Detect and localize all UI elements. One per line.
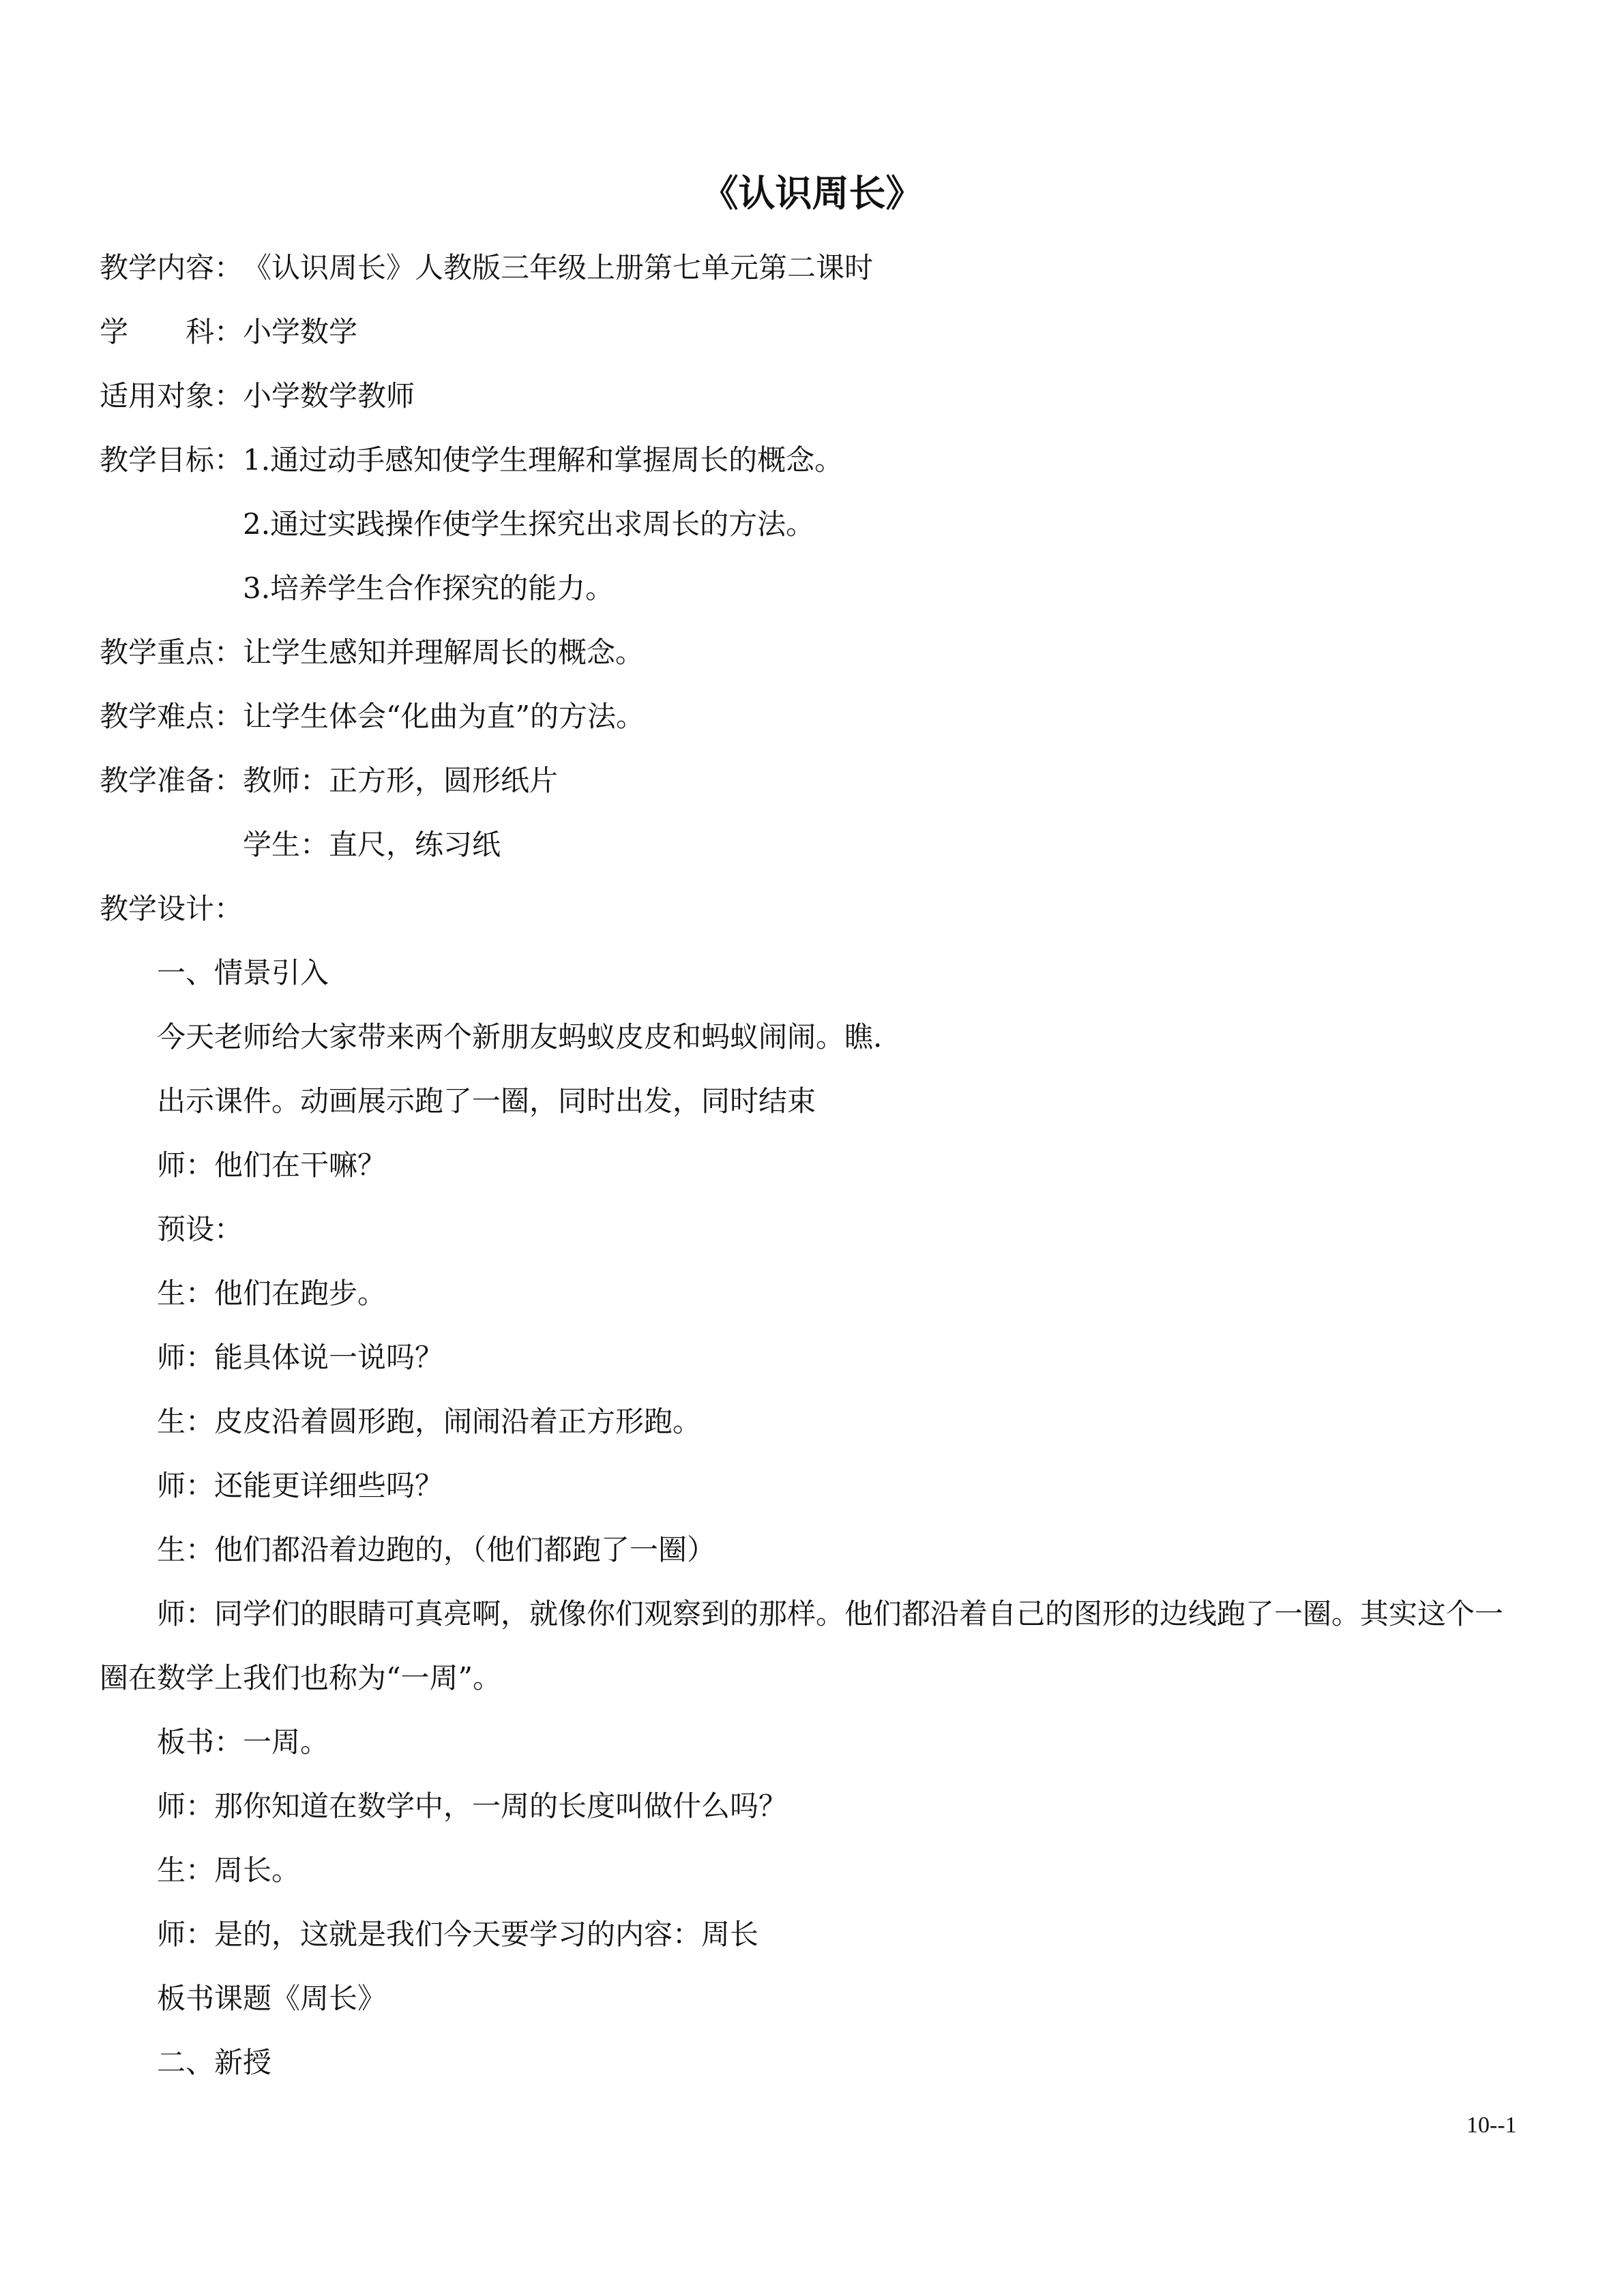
body-line: 师：他们在干嘛？ bbox=[157, 1148, 387, 1182]
field-value: 小学数学 bbox=[243, 315, 358, 348]
field-audience bbox=[100, 377, 415, 415]
body-line: 生：他们都沿着边跑的，（他们都跑了一圈） bbox=[157, 1533, 716, 1566]
field-subject bbox=[100, 313, 357, 351]
body-line: 师：同学们的眼睛可真亮啊，就像你们观察到的那样。他们都沿着自己的图形的边线跑了一圈。其实这个一 bbox=[157, 1597, 1504, 1630]
body-line: 生：周长。 bbox=[157, 1853, 301, 1887]
body-line: 预设： bbox=[157, 1212, 243, 1246]
design-label: 教学设计： bbox=[100, 892, 243, 925]
field-value: 让学生感知并理解周长的概念。 bbox=[243, 636, 645, 669]
section-heading: 二、新授 bbox=[157, 2046, 272, 2079]
section-heading: 一、情景引入 bbox=[157, 956, 329, 989]
field-key-point bbox=[100, 633, 644, 672]
field-value: 让学生体会“化曲为直”的方法。 bbox=[243, 700, 645, 733]
field-value: 小学数学教师 bbox=[243, 379, 415, 413]
preparation-students: 学生：直尺，练习纸 bbox=[243, 828, 501, 861]
objective-2: 2.通过实践操作使学生探究出求周长的方法。 bbox=[243, 507, 815, 541]
field-label: 教学重点： bbox=[100, 636, 243, 669]
objective-3: 3.培养学生合作探究的能力。 bbox=[243, 571, 615, 605]
field-value: 1.通过动手感知使学生理解和掌握周长的概念。 bbox=[243, 443, 844, 477]
field-label: 教学难点： bbox=[100, 700, 243, 733]
field-preparation bbox=[100, 762, 558, 800]
body-line: 板书：一周。 bbox=[157, 1725, 329, 1759]
field-label: 学 科： bbox=[100, 315, 243, 348]
body-line: 板书课题《周长》 bbox=[157, 1982, 387, 2015]
body-line: 师：还能更详细些吗？ bbox=[157, 1469, 444, 1502]
body-line: 师：能具体说一说吗？ bbox=[157, 1341, 444, 1374]
field-label: 教学目标： bbox=[100, 443, 243, 477]
field-label: 适用对象： bbox=[100, 379, 243, 413]
field-value: 教师：正方形，圆形纸片 bbox=[243, 764, 559, 797]
body-line: 今天老师给大家带来两个新朋友蚂蚁皮皮和蚂蚁闹闹。瞧. bbox=[157, 1020, 883, 1054]
body-line: 生：皮皮沿着圆形跑，闹闹沿着正方形跑。 bbox=[157, 1405, 702, 1438]
body-line: 圈在数学上我们也称为“一周”。 bbox=[100, 1661, 501, 1695]
field-label: 教学准备： bbox=[100, 764, 243, 797]
document-title: 《认识周长》 bbox=[701, 171, 923, 215]
page-number: 10--1 bbox=[1466, 2113, 1517, 2138]
field-difficulty bbox=[100, 698, 645, 736]
body-line: 师：是的，这就是我们今天要学习的内容：周长 bbox=[157, 1918, 759, 1951]
body-line: 师：那你知道在数学中，一周的长度叫做什么吗？ bbox=[157, 1789, 788, 1823]
field-teaching-content bbox=[100, 249, 873, 287]
field-value: 《认识周长》人教版三年级上册第七单元第二课时 bbox=[243, 251, 874, 284]
body-line: 生：他们在跑步。 bbox=[157, 1277, 387, 1310]
field-objectives bbox=[100, 441, 843, 479]
field-label: 教学内容： bbox=[100, 251, 243, 284]
body-line: 出示课件。动画展示跑了一圈，同时出发，同时结束 bbox=[157, 1084, 816, 1118]
